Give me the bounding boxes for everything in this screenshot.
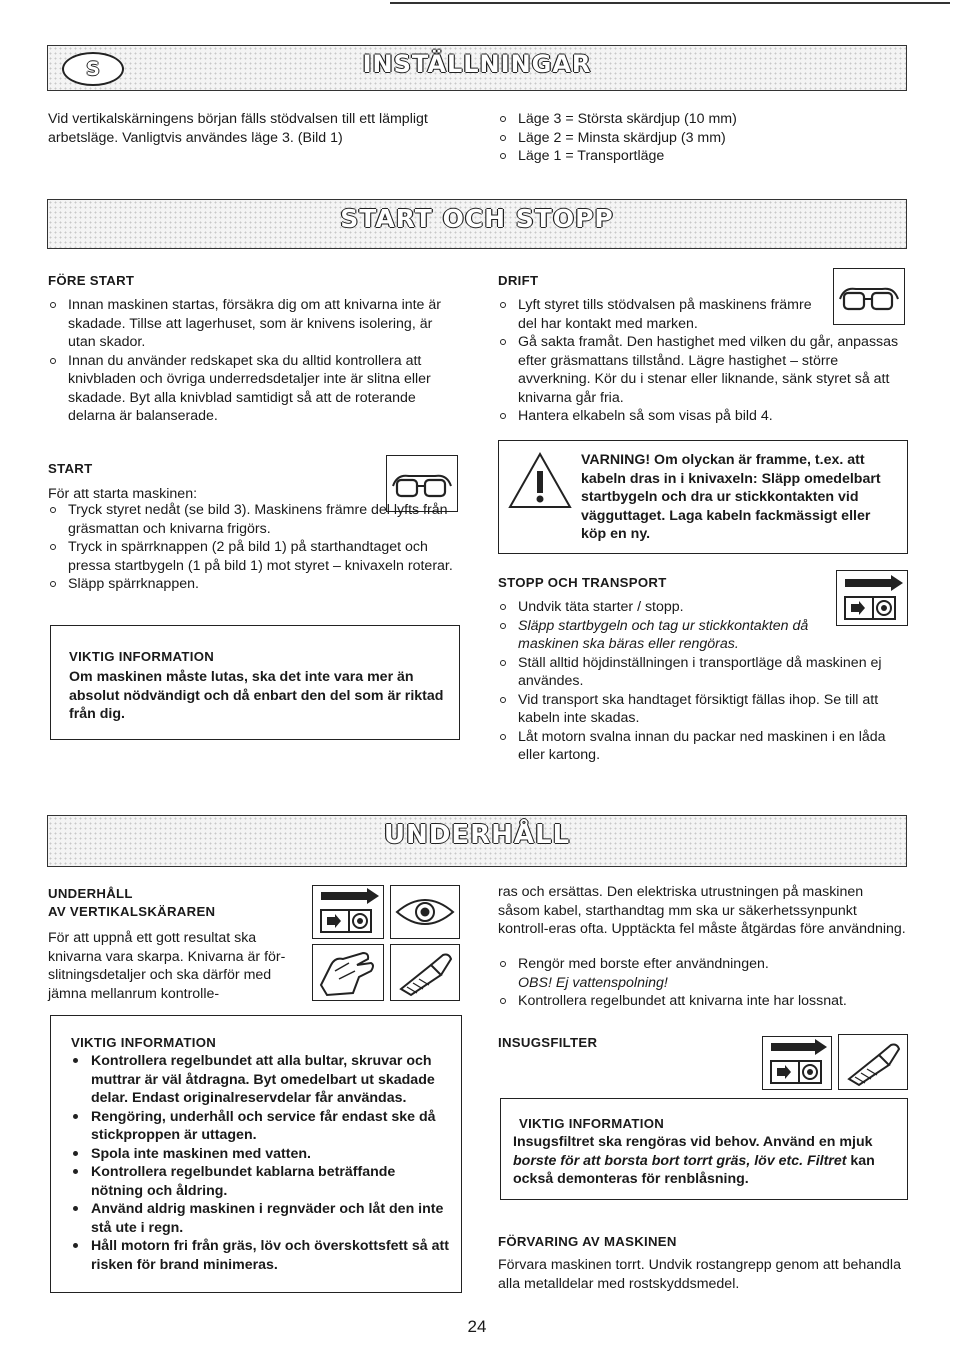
list-item: Tryck in spärrknappen (2 på bild 1) på starthandtaget och pressa startbygeln (1 på bild 1) mot styret – knivaxeln roterar. <box>48 538 463 575</box>
info-list <box>71 1052 451 1274</box>
unplug-icon <box>312 885 384 939</box>
fore-start-heading: FÖRE START <box>48 273 135 288</box>
insugsfilter-heading: INSUGSFILTER <box>498 1035 598 1050</box>
list-item: Undvik täta starter / stopp. <box>498 598 910 617</box>
info-box-tilt <box>50 625 460 740</box>
start-intro: För att starta maskinen: <box>48 486 198 502</box>
list-item: Lyft styret tills stödvalsen på maskinens främre del har kontakt med marken. <box>498 296 818 333</box>
underhall-continued: ras och ersättas. Den elektriska utrustningen på maskinen såsom kabel, starthandtag mm ska ur säkerhetssynpunkt kontroll-eras ofta. Upptäckta fel måste åtgärdas före användning. <box>498 884 906 937</box>
start-heading: START <box>48 461 93 476</box>
fore-start-list <box>48 296 463 426</box>
top-rule <box>390 2 950 4</box>
list-item: Rengöring, underhåll och service får endast ske då stickproppen är uttagen. <box>71 1108 451 1145</box>
list-item-text: Rengör med borste efter användningen. <box>518 956 769 972</box>
list-item: Låt motorn svalna innan du packar ned maskinen i en låda eller kartong. <box>498 728 910 765</box>
info-heading: VIKTIG INFORMATION <box>519 1116 665 1131</box>
drift-heading: DRIFT <box>498 273 539 288</box>
forvaring-heading: FÖRVARING AV MASKINEN <box>498 1234 677 1249</box>
section-title: UNDERHÅLL <box>383 820 571 850</box>
warning-text <box>581 451 899 544</box>
list-item: Läge 1 = Transportläge <box>498 147 898 166</box>
brush-icon <box>838 1034 908 1090</box>
stopp-heading: STOPP OCH TRANSPORT <box>498 575 667 590</box>
list-item: Kontrollera regelbundet kablarna beträffande nötning och åldring. <box>71 1163 451 1200</box>
list-item: Ställ alltid höjdinställningen i transportläge då maskinen ej användes. <box>498 654 910 691</box>
list-item: Innan maskinen startas, försäkra dig om att knivarna inte är skadade. Tillse att lagerhuset, som är knivens isolering, är utan skador. <box>48 296 463 352</box>
warning-body: Om olyckan är framme, t.ex. att kabeln dras in i knivaxeln: Släpp omedelbart startbygeln och dra ur stickkontakten vid vägguttaget. Laga kabeln fackmässigt eller köp en ny. <box>581 452 881 542</box>
list-item: Släpp spärrknappen. <box>48 575 463 594</box>
list-item: Kontrollera regelbundet att knivarna inte har lossnat. <box>498 992 908 1011</box>
list-item-note: OBS! Ej vattenspolning! <box>518 974 668 991</box>
list-item: Läge 2 = Minsta skärdjup (3 mm) <box>498 129 898 148</box>
underhall-heading-2: AV VERTIKALSKÄRAREN <box>48 904 216 919</box>
warning-box <box>498 440 908 554</box>
section-banner-start-stopp <box>47 199 907 249</box>
forvaring-text: Förvara maskinen torrt. Undvik rostangrepp genom att behandla alla metalldelar med rostskyddsmedel. <box>498 1257 901 1292</box>
list-item: Läge 3 = Största skärdjup (10 mm) <box>498 110 898 129</box>
intro-left: Vid vertikalskärningens början fälls stödvalsen till ett lämpligt arbetsläge. Vanligtvis användes läge 3. (Bild 1) <box>48 111 428 146</box>
underhall-heading-1: UNDERHÅLL <box>48 886 133 901</box>
section-title: INSTÄLLNINGAR <box>362 50 592 78</box>
info-text-italic: borste för att borsta bort torrt gräs, löv etc. Filtret <box>513 1152 847 1169</box>
section-banner-installningar <box>47 45 907 91</box>
list-item: Innan du använder redskapet ska du alltid kontrollera att knivbladen och övriga underredsdetaljer inte är slitna eller skadade. Byt alla knivblad samtidigt så att de roterande delarna är balanserade. <box>48 352 463 426</box>
list-item: Spola inte maskinen med vatten. <box>71 1145 451 1164</box>
list-item <box>498 955 908 992</box>
warning-label: VARNING! <box>581 452 651 468</box>
page-number: 24 <box>467 1317 487 1336</box>
list-item: Kontrollera regelbundet att alla bultar, skruvar och muttrar är väl åtdragna. Byt omedelbart ut skadade delar. Endast originalreservdelar får användas. <box>71 1052 451 1108</box>
info-box-filter <box>500 1098 908 1200</box>
stopp-list <box>498 598 910 765</box>
list-item: Gå sakta framåt. Den hastighet med vilken du går, anpassas efter gräsmattans tillstånd. Lägre hastighet – större avverkning. Kör du i stenar eller liknande, sänk styret så att knivarna går fria. <box>498 333 910 407</box>
info-heading: VIKTIG INFORMATION <box>71 1035 217 1050</box>
info-text <box>513 1133 898 1189</box>
list-item: Håll motorn fri från gräs, löv och överskottsfett så att risken för brand minimeras. <box>71 1237 451 1274</box>
info-box-maintenance <box>50 1015 462 1293</box>
list-item: Släpp startbygeln och tag ur stickkontakten då maskinen ska bäras eller rengöras. <box>498 617 818 654</box>
brush-icon <box>390 944 460 1001</box>
list-item: Vid transport ska handtaget försiktigt fällas ihop. Se till att kabeln inte skadas. <box>498 691 910 728</box>
info-heading: VIKTIG INFORMATION <box>69 649 215 664</box>
info-text: Om maskinen måste lutas, ska det inte vara mer än absolut nödvändigt och då enbart den del som är riktad från dig. <box>69 669 444 722</box>
list-item: Använd aldrig maskinen i regnväder och låt den inte stå ute i regn. <box>71 1200 451 1237</box>
info-text-end: kan också demonteras för renblåsning. <box>513 1152 875 1187</box>
start-list <box>48 501 463 594</box>
underhall-list <box>498 955 908 1011</box>
unplug-icon <box>762 1036 832 1090</box>
underhall-text: För att uppnå ett gott resultat ska knivarna vara skarpa. Knivarna är för-slitningsdetaljer och ska därför med jämna mellanrum kontrolle- <box>48 930 286 1002</box>
info-text-plain: Insugsfiltret ska rengöras vid behov. Använd en mjuk <box>513 1134 873 1150</box>
warning-triangle-icon <box>507 451 573 511</box>
language-badge: S <box>62 52 124 86</box>
eye-icon <box>390 885 460 939</box>
list-item: Hantera elkabeln så som visas på bild 4. <box>498 407 910 426</box>
section-banner-underhall <box>47 815 907 867</box>
drift-list <box>498 296 910 426</box>
intro-right-list <box>498 110 898 166</box>
list-item: Tryck styret nedåt (se bild 3). Maskinens främre del lyfts från gräsmattan och knivarna frigörs. <box>48 501 463 538</box>
glove-icon <box>312 944 384 1001</box>
section-title: START OCH STOPP <box>340 204 614 233</box>
